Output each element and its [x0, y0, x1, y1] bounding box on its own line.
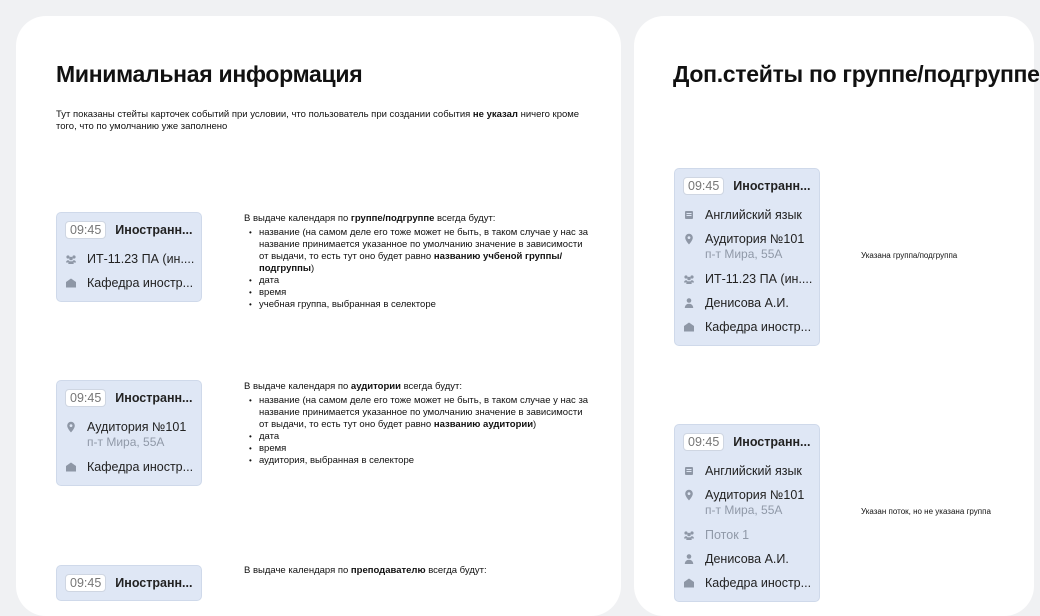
event-card-auditorium[interactable] [56, 380, 202, 486]
event-card-teacher[interactable] [56, 565, 202, 601]
event-title: Иностранн... [733, 435, 811, 449]
subject-name: Английский язык [705, 208, 802, 222]
address: п-т Мира, 55А [87, 435, 165, 449]
department-icon [65, 461, 77, 473]
list-item: • учебная группа, выбранная в селекторе [259, 299, 589, 311]
department-name: Кафедра иностр... [87, 460, 194, 474]
description-teacher: В выдаче календаря по преподавателю всегда будут: [244, 565, 487, 576]
list-item: • время [259, 287, 589, 299]
left-panel-title: Минимальная информация [56, 61, 363, 87]
event-time: 09:45 [683, 433, 724, 451]
auditorium-name: Аудитория №101 [87, 420, 187, 434]
person-icon [683, 553, 695, 565]
list-item: • дата [259, 431, 589, 443]
book-icon [683, 209, 695, 221]
auditorium-name: Аудитория №101 [705, 488, 805, 502]
book-icon [683, 465, 695, 477]
event-title: Иностранн... [115, 223, 193, 237]
event-time: 09:45 [683, 177, 724, 195]
group-name: ИТ-11.23 ПА (ин.... [705, 272, 813, 286]
auditorium-name: Аудитория №101 [705, 232, 805, 246]
address: п-т Мира, 55А [705, 503, 783, 517]
right-panel-title: Доп.стейты по группе/подгруппе [673, 61, 1040, 87]
department-icon [683, 321, 695, 333]
event-time: 09:45 [65, 389, 106, 407]
department-name: Кафедра иностр... [87, 276, 194, 290]
note-stream-specified: Указан поток, но не указана группа [861, 507, 991, 516]
list-item: • дата [259, 275, 589, 287]
address: п-т Мира, 55А [705, 247, 783, 261]
event-card-stream[interactable] [674, 424, 820, 602]
teacher-name: Денисова А.И. [705, 552, 789, 566]
event-card-full[interactable] [674, 168, 820, 346]
person-icon [683, 297, 695, 309]
group-icon [683, 529, 695, 541]
stream-name: Поток 1 [705, 528, 750, 542]
intro-text: Тут показаны стейты карточек событий при условии, что пользователь при создании события не указал ничего кроме того, что по умолчанию уже заполнено [56, 109, 580, 132]
list-item: • время [259, 443, 589, 455]
location-icon [65, 421, 77, 433]
department-icon [683, 577, 695, 589]
group-icon [683, 273, 695, 285]
description-group: В выдаче календаря по группе/подгруппе всегда будут: • название (на самом деле его тоже может не быть, в таком случае у нас за название принимается указанное по умолчанию значение в зависимости от выдачи, то есть тут оно будет равно названию учбеной группы/подгруппы) • дата • время • учебная группа, выбранная в селекторе [244, 213, 589, 311]
description-auditorium: В выдаче календаря по аудитории всегда будут: • название (на самом деле его тоже может не быть, в таком случае у нас за название принимается указанное по умолчанию значение в зависимости от выдачи, то есть тут оно будет равно названию аудитории) • дата • время • аудитория, выбранная в селекторе [244, 381, 589, 467]
department-icon [65, 277, 77, 289]
list-item: • название (на самом деле его тоже может не быть, в таком случае у нас за название принимается указанное по умолчанию значение в зависимости от выдачи, то есть тут оно будет равно названию учбеной группы/подгруппы) [259, 227, 589, 275]
group-icon [65, 253, 77, 265]
group-name: ИТ-11.23 ПА (ин.... [87, 252, 195, 266]
location-icon [683, 233, 695, 245]
note-group-specified: Указана группа/подгруппа [861, 251, 958, 260]
department-name: Кафедра иностр... [705, 320, 812, 334]
event-title: Иностранн... [115, 391, 193, 405]
subject-name: Английский язык [705, 464, 802, 478]
left-panel [16, 16, 621, 616]
event-title: Иностранн... [733, 179, 811, 193]
location-icon [683, 489, 695, 501]
teacher-name: Денисова А.И. [705, 296, 789, 310]
event-time: 09:45 [65, 221, 106, 239]
event-title: Иностранн... [115, 576, 193, 590]
right-panel [634, 16, 1040, 616]
list-item: • аудитория, выбранная в селекторе [259, 455, 589, 467]
event-card-group[interactable] [56, 212, 202, 302]
department-name: Кафедра иностр... [705, 576, 812, 590]
event-time: 09:45 [65, 574, 106, 592]
list-item: • название (на самом деле его тоже может не быть, в таком случае у нас за название принимается указанное по умолчанию значение в зависимости от выдачи, то есть тут оно будет равно названию аудитории) [259, 395, 589, 431]
